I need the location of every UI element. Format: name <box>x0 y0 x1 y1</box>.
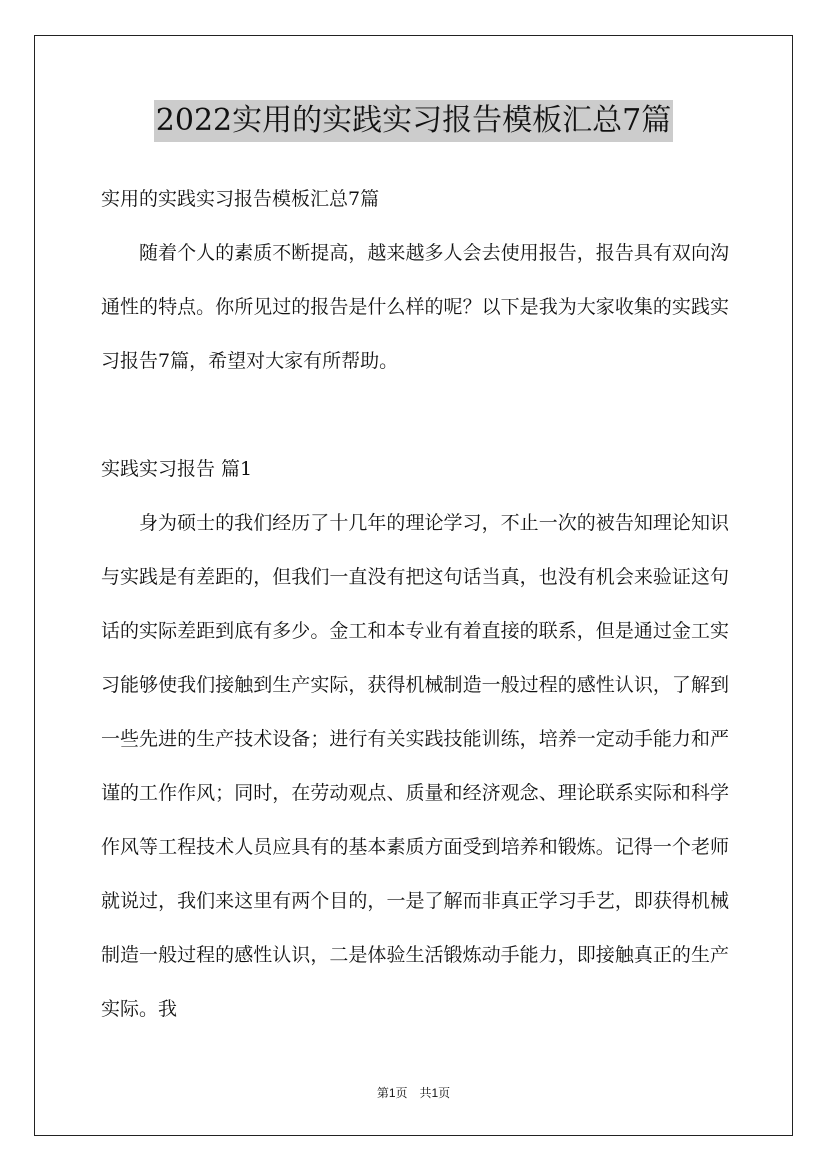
section-paragraph: 身为硕士的我们经历了十几年的理论学习，不止一次的被告知理论知识与实践是有差距的，但我们一直没有把这句话当真，也没有机会来验证这句话的实际差距到底有多少。金工和本专业有着直接的联系，但是通过金工实习能够使我们接触到生产实际，获得机械制造一般过程的感性认识，了解到一些先进的生产技术设备；进行有关实践技能训练，培养一定动手能力和严谨的工作作风；同时，在劳动观点、质量和经济观念、理论联系实际和科学作风等工程技术人员应具有的基本素质方面受到培养和锻炼。记得一个老师就说过，我们来这里有两个目的，一是了解而非真正学习手艺，即获得机械制造一般过程的感性认识，二是体验生活锻炼动手能力，即接触真正的生产实际。我 <box>101 512 729 1020</box>
document-subtitle: 实用的实践实习报告模板汇总7篇 <box>101 188 380 210</box>
paragraph-spacer <box>101 388 729 442</box>
intro-paragraph: 随着个人的素质不断提高，越来越多人会去使用报告，报告具有双向沟通性的特点。你所见过的报告是什么样的呢？以下是我为大家收集的实践实习报告7篇，希望对大家有所帮助。 <box>101 242 729 372</box>
title-container <box>0 100 827 142</box>
section-heading: 实践实习报告 篇1 <box>101 458 253 480</box>
document-body <box>101 172 729 1036</box>
document-title: 2022实用的实践实习报告模板汇总7篇 <box>154 100 673 142</box>
page-footer: 第1页 共1页 <box>376 1086 451 1100</box>
